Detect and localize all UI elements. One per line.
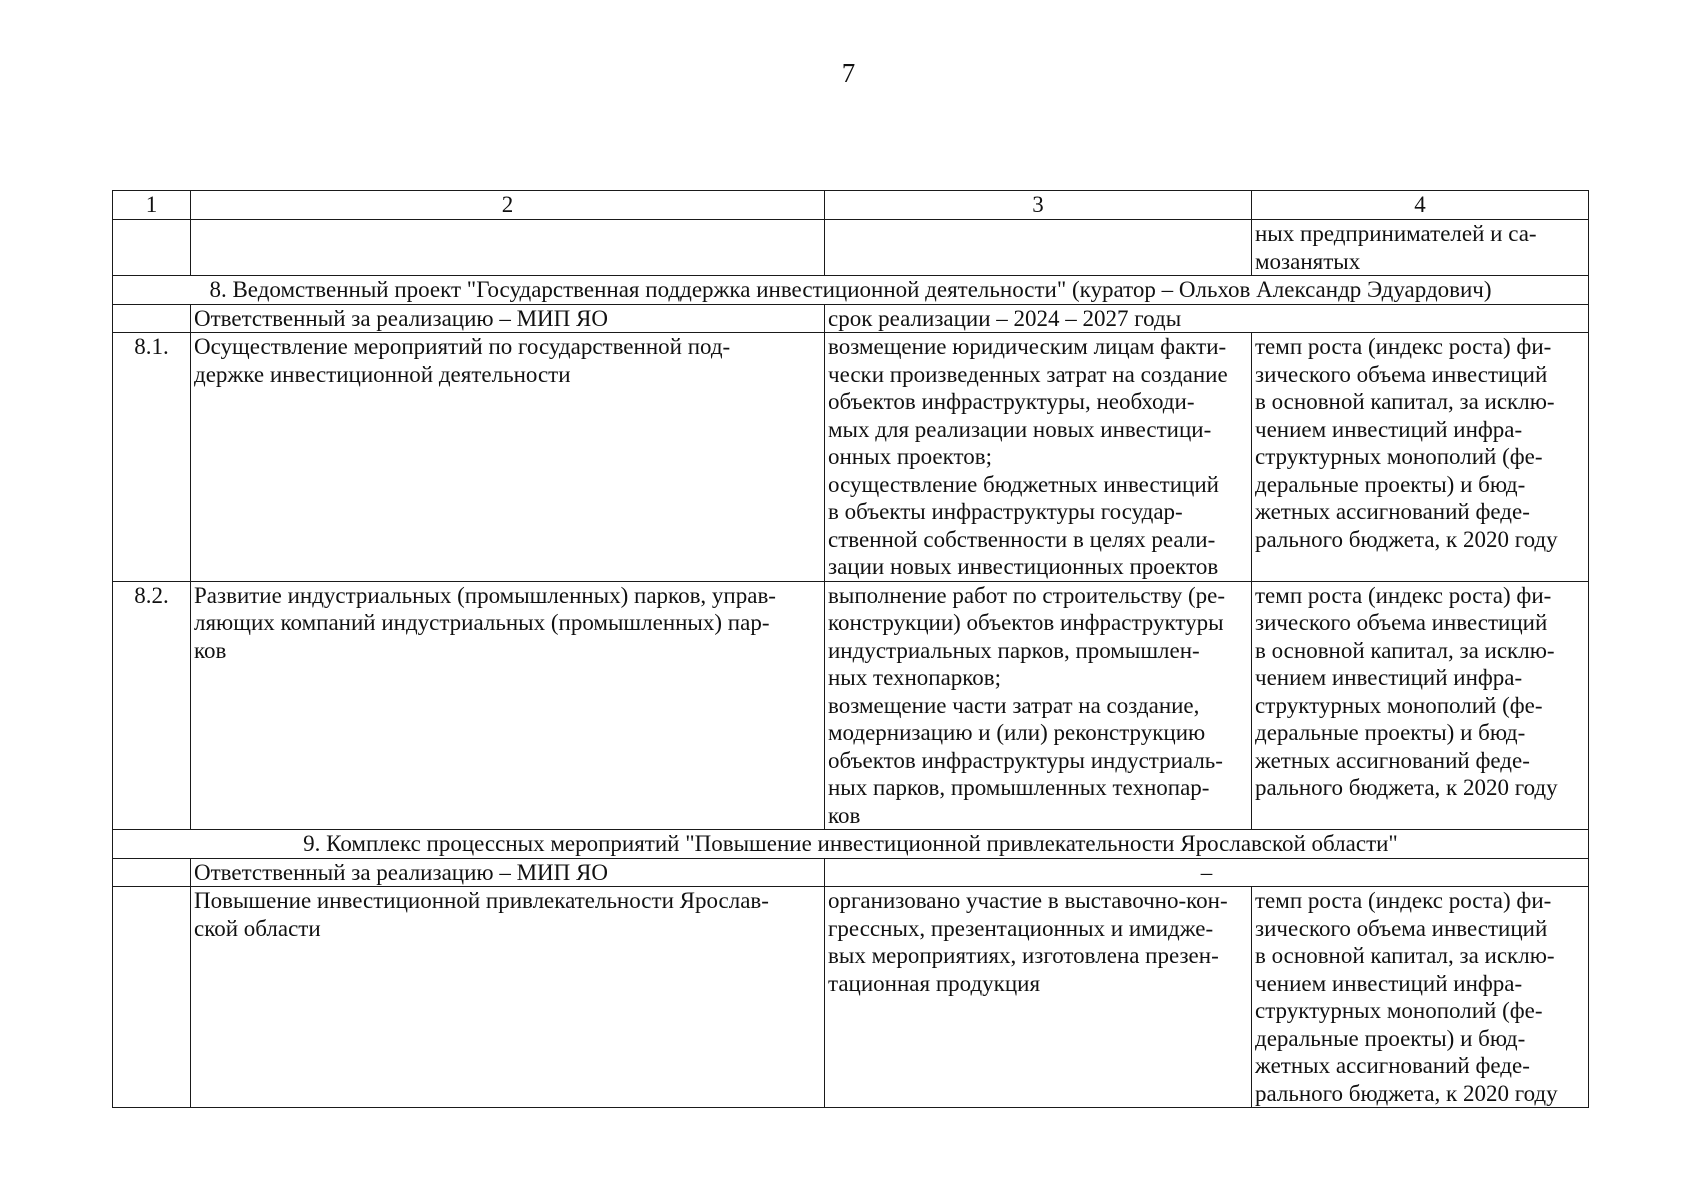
continuation-indicator-text: ных предпринимателей и са- мозанятых (1255, 221, 1537, 274)
item-8-2-result-text: выполнение работ по строительству (ре- конструкции) объектов инфраструктуры индустриальных парков, промышлен- ных технопарков; возмещение части затрат на создание, модернизацию и (или) реконструкцию объектов инфраструктуры индустриаль- ных парков, промышленных технопар- ков (828, 582, 1226, 828)
table-row (113, 581, 1589, 830)
section-8-title-row (113, 276, 1589, 305)
column-number-1: 1 (113, 191, 191, 220)
section-8-term: срок реализации – 2024 – 2027 годы (825, 304, 1589, 333)
column-number-row (113, 191, 1589, 220)
table-row (113, 887, 1589, 1108)
page-number: 7 (841, 58, 856, 88)
continuation-col1 (113, 220, 191, 276)
item-8-2-indicator-text: темп роста (индекс роста) фи- зического объема инвестиций в основной капитал, за исклю- чением инвестиций инфра- структурных монополий (фе- деральные проекты) и бюд- жетных ассигнований феде- рального бюджета, к 2020 году (1255, 582, 1558, 800)
item-8-1-result-text: возмещение юридическим лицам факти- чески произведенных затрат на создание объектов инфраструктуры, необходи- мых для реализации новых инвестици- онных проектов; осуществление бюджетных инвестиций в объекты инфраструктуры государ- ственной собственности в целях реали- зации новых инвестиционных проектов (828, 334, 1228, 579)
section-8-responsible-row (113, 304, 1589, 333)
column-number-2: 2 (191, 191, 825, 220)
section-9-title-row (113, 830, 1589, 859)
section-9-responsible-empty (113, 858, 191, 887)
continuation-indicator (1252, 220, 1589, 276)
item-8-1-indicator (1252, 333, 1589, 582)
section-9-term: – (825, 858, 1589, 887)
item-8-1-indicator-text: темп роста (индекс роста) фи- зического объема инвестиций в основной капитал, за исклю- чением инвестиций инфра- структурных монополий (фе- деральные проекты) и бюд- жетных ассигнований феде- рального бюджета, к 2020 году (1255, 334, 1558, 552)
section-8-title: 8. Ведомственный проект "Государственная поддержка инвестиционной деятельности" (куратор – Ольхов Александр Эдуардович) (113, 276, 1589, 305)
item-9-task-text: Повышение инвестиционной привлекательности Ярослав- ской области (194, 888, 769, 941)
item-8-2-number: 8.2. (113, 581, 191, 830)
continuation-col3 (825, 220, 1252, 276)
column-number-4: 4 (1252, 191, 1589, 220)
continuation-row (113, 220, 1589, 276)
item-9-task (191, 887, 825, 1108)
item-9-indicator-text: темп роста (индекс роста) фи- зического объема инвестиций в основной капитал, за исклю- чением инвестиций инфра- структурных монополий (фе- деральные проекты) и бюд- жетных ассигнований феде- рального бюджета, к 2020 году (1255, 888, 1558, 1106)
item-8-1-task (191, 333, 825, 582)
item-8-1-number: 8.1. (113, 333, 191, 582)
section-8-responsible-empty (113, 304, 191, 333)
item-8-1-result (825, 333, 1252, 582)
item-9-indicator (1252, 887, 1589, 1108)
item-8-2-task-text: Развитие индустриальных (промышленных) парков, управ- ляющих компаний индустриальных (промышленных) пар- ков (194, 582, 776, 663)
item-9-result-text: организовано участие в выставочно-кон- грессных, презентационных и имидже- вых мероприятиях, изготовлена презен- тационная продукция (828, 888, 1228, 996)
table-row (113, 333, 1589, 582)
section-9-responsible-row (113, 858, 1589, 887)
item-9-number (113, 887, 191, 1108)
column-number-3: 3 (825, 191, 1252, 220)
continuation-col2 (191, 220, 825, 276)
item-9-result (825, 887, 1252, 1108)
section-9-responsible: Ответственный за реализацию – МИП ЯО (191, 858, 825, 887)
item-8-2-result (825, 581, 1252, 830)
section-8-responsible: Ответственный за реализацию – МИП ЯО (191, 304, 825, 333)
measures-table (112, 190, 1589, 1108)
item-8-1-task-text: Осуществление мероприятий по государственной под- держке инвестиционной деятельности (194, 334, 731, 387)
item-8-2-task (191, 581, 825, 830)
section-9-title: 9. Комплекс процессных мероприятий "Повышение инвестиционной привлекательности Ярославской области" (113, 830, 1589, 859)
item-8-2-indicator (1252, 581, 1589, 830)
